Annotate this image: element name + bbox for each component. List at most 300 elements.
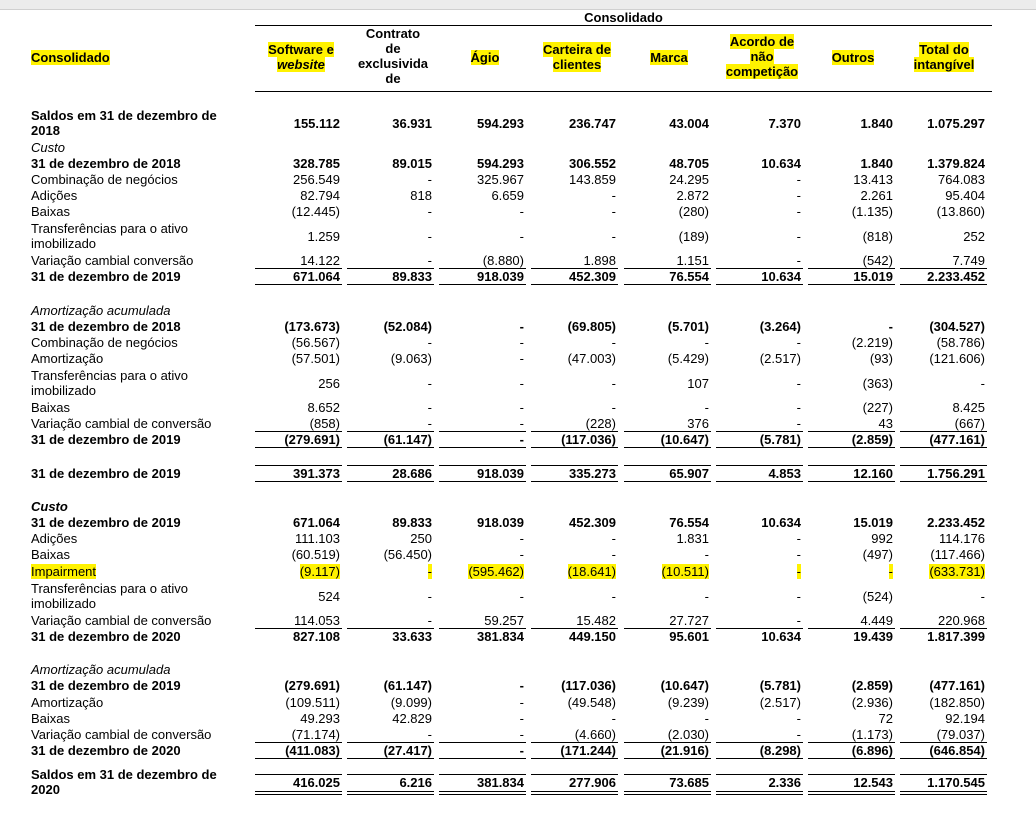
cell-value: - <box>519 547 524 562</box>
table-cell <box>713 695 801 710</box>
column-header-line: intangível <box>913 57 975 72</box>
cell-value: 82.794 <box>300 188 340 203</box>
cell-value: (667) <box>954 416 985 431</box>
cell-value: 10.634 <box>761 269 801 284</box>
cell-value: 671.064 <box>293 269 340 284</box>
total-rule <box>900 431 987 432</box>
cell-value: (497) <box>862 547 893 562</box>
table-cell <box>528 727 616 742</box>
total-rule <box>716 465 803 466</box>
total-rule <box>900 774 987 775</box>
total-rule <box>716 447 803 448</box>
table-cell <box>621 466 709 481</box>
row-label-line: Saldos em 31 de dezembro de <box>31 108 217 123</box>
cell-value: (69.805) <box>567 319 616 334</box>
table-cell <box>528 351 616 366</box>
cell-value: 15.482 <box>576 613 616 628</box>
cell-value: 918.039 <box>477 466 524 481</box>
cell-value: 89.833 <box>392 269 432 284</box>
table-cell <box>805 400 893 415</box>
cell-value: 7.370 <box>768 116 801 131</box>
cell-value: 72 <box>878 711 893 726</box>
cell-value: (21.916) <box>660 743 709 758</box>
row-label-line: imobilizado <box>31 596 97 611</box>
row-label-line: Baixas <box>31 547 71 562</box>
cell-value: - <box>519 589 524 604</box>
table-cell <box>344 629 432 644</box>
total-rule <box>624 447 711 448</box>
row-label-line: 31 de dezembro de 2020 <box>31 629 181 644</box>
table-cell <box>344 743 432 758</box>
table-cell <box>713 172 801 187</box>
table-cell <box>528 564 616 579</box>
cell-value: (228) <box>585 416 616 431</box>
row-label-line: Transferências para o ativo <box>31 221 189 236</box>
row-label <box>31 499 68 514</box>
cell-value: (189) <box>678 229 709 244</box>
table-cell <box>897 188 985 203</box>
total-rule <box>347 447 434 448</box>
table-cell <box>805 589 893 604</box>
total-rule <box>716 431 803 432</box>
cell-value: 8.425 <box>952 400 985 415</box>
table-cell <box>713 204 801 219</box>
cell-value: 376 <box>687 416 709 431</box>
table-cell <box>897 400 985 415</box>
table-cell <box>436 531 524 546</box>
row-label-line: 31 de dezembro de 2019 <box>31 466 181 481</box>
cell-value: (9.117) <box>299 564 340 579</box>
table-cell <box>713 547 801 562</box>
cell-value: 1.898 <box>583 253 616 268</box>
cell-value: - <box>611 400 616 415</box>
table-cell <box>344 678 432 693</box>
cell-value: 1.170.545 <box>927 775 985 790</box>
total-rule <box>439 742 526 743</box>
table-cell <box>344 319 432 334</box>
total-rule <box>808 431 895 432</box>
cell-value: (8.298) <box>759 743 801 758</box>
cell-value: 452.309 <box>569 515 616 530</box>
table-cell <box>344 416 432 431</box>
cell-value: 818 <box>410 188 432 203</box>
table-cell <box>252 188 340 203</box>
row-label-line: 31 de dezembro de 2018 <box>31 156 181 171</box>
table-cell <box>897 156 985 171</box>
cell-value: 10.634 <box>761 156 801 171</box>
table-cell <box>897 204 985 219</box>
total-rule <box>900 268 987 269</box>
row-label-line: imobilizado <box>31 383 97 398</box>
total-rule <box>255 431 342 432</box>
row-label-line: Variação cambial de conversão <box>31 613 212 628</box>
cell-value: (595.462) <box>468 564 524 579</box>
table-cell <box>805 172 893 187</box>
table-cell <box>897 629 985 644</box>
table-cell <box>713 613 801 628</box>
row-label <box>31 466 181 481</box>
table-cell <box>344 188 432 203</box>
table-cell <box>344 253 432 268</box>
table-cell <box>805 711 893 726</box>
table-cell <box>621 432 709 447</box>
table-cell <box>436 116 524 131</box>
cell-value: - <box>796 335 801 350</box>
table-cell <box>528 775 616 790</box>
total-rule <box>531 628 618 629</box>
table-cell <box>897 466 985 481</box>
cell-value: (1.135) <box>851 204 893 219</box>
cell-value: - <box>519 432 524 447</box>
table-cell <box>621 775 709 790</box>
table-cell <box>713 351 801 366</box>
row-label <box>31 204 70 219</box>
table-cell <box>621 678 709 693</box>
table-cell <box>436 376 524 391</box>
cell-value: 155.112 <box>293 116 340 131</box>
cell-value: - <box>796 564 801 579</box>
table-cell <box>436 727 524 742</box>
table-cell <box>713 564 801 579</box>
table-cell <box>805 432 893 447</box>
total-rule <box>808 447 895 448</box>
table-cell <box>436 564 524 579</box>
group-header: Consolidado <box>584 10 663 25</box>
total-rule <box>624 628 711 629</box>
cell-value: - <box>427 589 432 604</box>
table-cell <box>528 589 616 604</box>
cell-value: (363) <box>862 376 893 391</box>
column-header-line: exclusivida <box>357 56 429 71</box>
table-cell <box>436 466 524 481</box>
table-cell <box>805 269 893 284</box>
column-header-line: Software e <box>268 42 334 57</box>
total-rule <box>716 268 803 269</box>
column-header <box>527 42 627 72</box>
cell-value: 27.727 <box>669 613 709 628</box>
table-cell <box>528 229 616 244</box>
table-cell <box>713 156 801 171</box>
column-header <box>619 50 719 65</box>
total-rule <box>347 758 434 759</box>
table-cell <box>528 204 616 219</box>
cell-value: - <box>519 319 524 334</box>
cell-value: 1.840 <box>860 156 893 171</box>
column-header-line: Total do <box>919 42 969 57</box>
table-cell <box>344 400 432 415</box>
row-label <box>31 629 181 644</box>
row-label <box>31 711 70 726</box>
total-rule <box>255 791 342 795</box>
table-cell <box>436 711 524 726</box>
table-cell <box>528 678 616 693</box>
total-rule <box>624 431 711 432</box>
row-label-line: 2020 <box>31 782 60 797</box>
total-rule <box>624 284 711 285</box>
row-label <box>31 564 96 579</box>
cell-value: (5.781) <box>759 678 801 693</box>
cell-value: 250 <box>410 531 432 546</box>
cell-value: (3.264) <box>759 319 801 334</box>
table-cell <box>713 400 801 415</box>
table-cell <box>252 678 340 693</box>
table-cell <box>344 376 432 391</box>
table-cell <box>344 695 432 710</box>
total-rule <box>531 481 618 482</box>
row-label <box>31 416 211 431</box>
table-cell <box>621 351 709 366</box>
total-rule <box>531 431 618 432</box>
row-label <box>31 253 193 268</box>
table-cell <box>897 515 985 530</box>
cell-value: 6.659 <box>491 188 524 203</box>
table-cell <box>436 743 524 758</box>
cell-value: (5.701) <box>667 319 709 334</box>
row-label-line: Baixas <box>31 711 71 726</box>
total-rule <box>347 742 434 743</box>
cell-value: - <box>796 172 801 187</box>
row-label-line: imobilizado <box>31 236 97 251</box>
table-cell <box>252 775 340 790</box>
cell-value: - <box>888 564 893 579</box>
cell-value: (57.501) <box>291 351 340 366</box>
total-rule <box>900 284 987 285</box>
cell-value: (18.641) <box>567 564 616 579</box>
cell-value: - <box>519 531 524 546</box>
cell-value: - <box>796 253 801 268</box>
row-label-line: Saldos em 31 de dezembro de <box>31 767 217 782</box>
cell-value: (109.511) <box>285 695 340 710</box>
table-cell <box>436 678 524 693</box>
cell-value: - <box>704 547 709 562</box>
table-cell <box>344 156 432 171</box>
row-label-line: Transferências para o ativo <box>31 581 189 596</box>
column-header-line: Ágio <box>470 50 500 65</box>
cell-value: 42.829 <box>392 711 432 726</box>
cell-value: 1.840 <box>860 116 893 131</box>
table-cell <box>621 319 709 334</box>
total-rule <box>808 774 895 775</box>
column-header-line: não <box>750 49 774 64</box>
row-label <box>31 156 181 171</box>
cell-value: - <box>796 711 801 726</box>
column-header-line: de <box>385 71 401 86</box>
table-cell <box>436 253 524 268</box>
total-rule <box>624 742 711 743</box>
cell-value: 65.907 <box>669 466 709 481</box>
cell-value: (117.036) <box>561 432 616 447</box>
cell-value: 306.552 <box>569 156 616 171</box>
cell-value: 49.293 <box>300 711 340 726</box>
cell-value: 143.859 <box>569 172 616 187</box>
table-cell <box>252 515 340 530</box>
table-cell <box>713 229 801 244</box>
row-label <box>31 269 181 284</box>
row-label-line: 31 de dezembro de 2019 <box>31 678 181 693</box>
table-cell <box>252 695 340 710</box>
cell-value: 256.549 <box>293 172 340 187</box>
cell-value: (477.161) <box>929 432 985 447</box>
cell-value: (61.147) <box>383 678 432 693</box>
total-rule <box>439 447 526 448</box>
cell-value: 95.404 <box>945 188 985 203</box>
table-cell <box>528 116 616 131</box>
table-cell <box>252 156 340 171</box>
table-cell <box>344 269 432 284</box>
cell-value: 13.413 <box>853 172 893 187</box>
cell-value: - <box>611 376 616 391</box>
table-cell <box>528 547 616 562</box>
cell-value: 92.194 <box>945 711 985 726</box>
cell-value: - <box>427 172 432 187</box>
cell-value: (13.860) <box>936 204 985 219</box>
cell-value: - <box>611 335 616 350</box>
cell-value: 7.749 <box>952 253 985 268</box>
total-rule <box>624 774 711 775</box>
cell-value: 107 <box>687 376 709 391</box>
table-cell <box>528 253 616 268</box>
table-cell <box>621 172 709 187</box>
cell-value: (9.239) <box>667 695 709 710</box>
cell-value: 4.853 <box>768 466 801 481</box>
table-cell <box>713 629 801 644</box>
table-cell <box>621 515 709 530</box>
table-cell <box>805 629 893 644</box>
cell-value: (10.647) <box>660 678 709 693</box>
table-cell <box>252 351 340 366</box>
table-cell <box>436 335 524 350</box>
table-cell <box>436 432 524 447</box>
total-rule <box>439 791 526 795</box>
table-cell <box>897 775 985 790</box>
cell-value: - <box>611 589 616 604</box>
cell-value: 73.685 <box>669 775 709 790</box>
table-cell <box>252 743 340 758</box>
total-rule <box>900 465 987 466</box>
column-header <box>343 26 443 86</box>
row-label <box>31 743 181 758</box>
cell-value: 10.634 <box>761 515 801 530</box>
cell-value: - <box>796 547 801 562</box>
table-cell <box>436 416 524 431</box>
table-cell <box>436 269 524 284</box>
column-header-line: Outros <box>831 50 875 65</box>
table-cell <box>436 613 524 628</box>
table-cell <box>436 172 524 187</box>
table-cell <box>713 711 801 726</box>
cell-value: (227) <box>862 400 893 415</box>
table-cell <box>897 589 985 604</box>
cell-value: (2.859) <box>851 678 893 693</box>
cell-value: (49.548) <box>567 695 616 710</box>
total-rule <box>808 465 895 466</box>
cell-value: 325.967 <box>477 172 524 187</box>
table-cell <box>805 376 893 391</box>
total-rule <box>716 742 803 743</box>
column-header-line: de <box>385 41 401 56</box>
total-rule <box>624 268 711 269</box>
cell-value: 76.554 <box>669 515 709 530</box>
table-cell <box>344 613 432 628</box>
column-header <box>251 42 351 72</box>
table-cell <box>621 695 709 710</box>
table-cell <box>436 547 524 562</box>
cell-value: - <box>611 229 616 244</box>
table-cell <box>897 678 985 693</box>
table-cell <box>805 695 893 710</box>
cell-value: (117.036) <box>561 678 616 693</box>
total-rule <box>255 774 342 775</box>
row-label-line: Amortização acumulada <box>31 303 171 318</box>
cell-value: (5.429) <box>667 351 709 366</box>
table-cell <box>621 547 709 562</box>
cell-value: 2.233.452 <box>927 269 985 284</box>
cell-value: - <box>796 188 801 203</box>
cell-value: (71.174) <box>291 727 340 742</box>
row-label <box>31 727 211 742</box>
cell-value: 14.122 <box>300 253 340 268</box>
cell-value: - <box>796 727 801 742</box>
row-label-line: 31 de dezembro de 2019 <box>31 515 181 530</box>
table-cell <box>436 319 524 334</box>
table-cell <box>897 172 985 187</box>
column-header-line: clientes <box>552 57 602 72</box>
table-cell <box>436 204 524 219</box>
table-cell <box>252 229 340 244</box>
total-rule <box>531 791 618 795</box>
cell-value: (121.606) <box>929 351 985 366</box>
total-rule <box>808 628 895 629</box>
table-cell <box>528 515 616 530</box>
row-label <box>31 108 217 138</box>
total-rule <box>347 268 434 269</box>
cell-value: (12.445) <box>291 204 340 219</box>
cell-value: 252 <box>963 229 985 244</box>
table-cell <box>621 156 709 171</box>
table-cell <box>621 376 709 391</box>
cell-value: 1.151 <box>676 253 709 268</box>
cell-value: 33.633 <box>392 629 432 644</box>
cell-value: 277.906 <box>569 775 616 790</box>
cell-value: 2.336 <box>768 775 801 790</box>
cell-value: - <box>519 695 524 710</box>
cell-value: 114.053 <box>293 613 340 628</box>
cell-value: (93) <box>869 351 893 366</box>
table-cell <box>252 466 340 481</box>
cell-value: 2.233.452 <box>927 515 985 530</box>
cell-value: - <box>796 376 801 391</box>
table-cell <box>252 400 340 415</box>
table-cell <box>621 416 709 431</box>
total-rule <box>347 465 434 466</box>
table-cell <box>252 204 340 219</box>
cell-value: - <box>519 229 524 244</box>
cell-value: (633.731) <box>929 564 985 579</box>
cell-value: - <box>427 204 432 219</box>
cell-value: (279.691) <box>284 678 340 693</box>
table-cell <box>713 376 801 391</box>
table-cell <box>528 400 616 415</box>
cell-value: - <box>796 416 801 431</box>
cell-value: 59.257 <box>484 613 524 628</box>
cell-value: (8.880) <box>482 253 524 268</box>
table-cell <box>805 678 893 693</box>
row-label <box>31 335 178 350</box>
cell-value: - <box>704 335 709 350</box>
table-cell <box>252 531 340 546</box>
cell-value: - <box>427 253 432 268</box>
column-header <box>712 34 812 79</box>
